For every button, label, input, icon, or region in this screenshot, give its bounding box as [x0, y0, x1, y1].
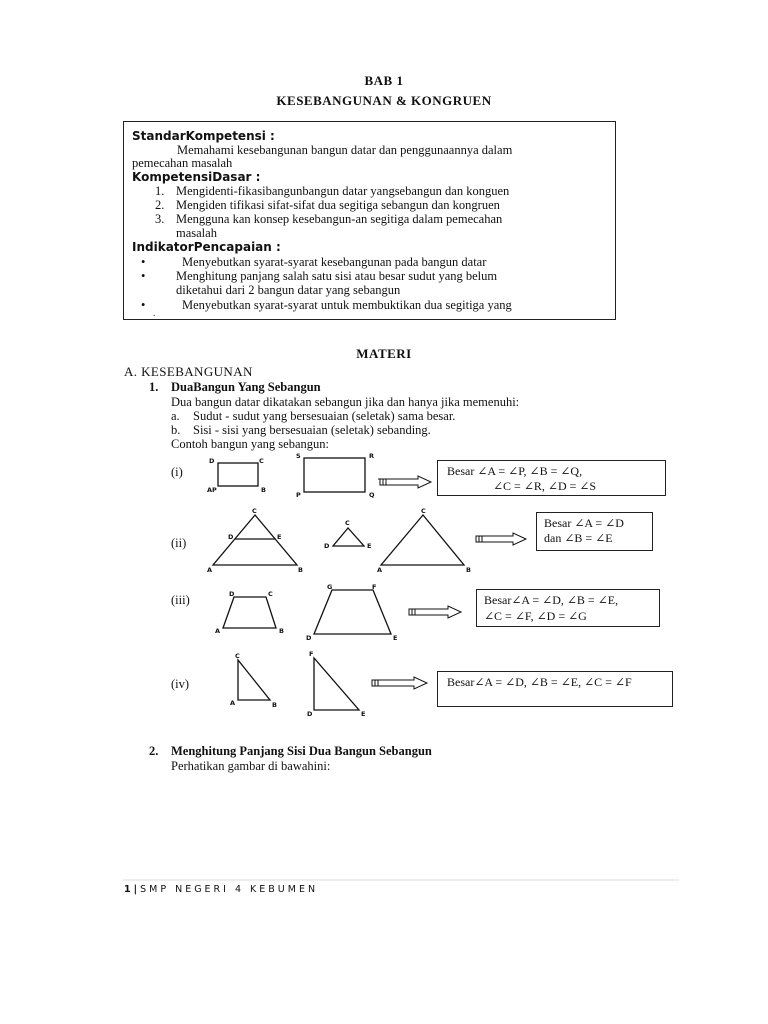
example-label: (i): [171, 465, 183, 479]
indicator-continuation: diketahui dari 2 bangun datar yang sebangun: [176, 283, 401, 297]
vertex-label: C: [252, 507, 257, 515]
vertex-label: D: [307, 710, 313, 718]
kd-item-continuation: masalah: [176, 226, 217, 240]
vertex-label: D: [228, 533, 234, 541]
cond-b-text: Sisi - sisi yang bersesuaian (seletak) sebanding.: [193, 423, 431, 437]
vertex-label: R: [369, 452, 375, 460]
vertex-label: AP: [207, 486, 217, 494]
triangle-abc: [213, 515, 297, 565]
equality-line-1: Besar∠A = ∠D, ∠B = ∠E, ∠C = ∠F: [447, 675, 632, 689]
kd-item-num: 3.: [155, 212, 165, 226]
example-label: (ii): [171, 536, 187, 550]
footer-separator: |: [133, 884, 141, 895]
arrow-icon: [372, 677, 427, 689]
rectangle-pqrs: [304, 458, 365, 492]
equality-line-1: Besar ∠A = ∠P, ∠B = ∠Q,: [447, 464, 583, 478]
equality-line-1: Besar ∠A = ∠D: [544, 516, 624, 530]
section-a-heading: A. KESEBANGUNAN: [124, 364, 253, 379]
vertex-label: A: [207, 566, 213, 574]
angle-equality-box: [437, 460, 666, 496]
triangle-large: [381, 515, 464, 565]
sub1-number: 1.: [149, 380, 159, 394]
vertex-label: D: [324, 542, 330, 550]
sub2-title: Menghitung Panjang Sisi Dua Bangun Sebangun: [171, 744, 432, 758]
vertex-label: A: [230, 699, 236, 707]
bullet: •: [141, 269, 146, 283]
indicator-item: Menghitung panjang salah satu sisi atau besar sudut yang belum: [176, 269, 498, 283]
vertex-label: E: [393, 634, 398, 642]
vertex-label: E: [361, 710, 366, 718]
vertex-label: E: [277, 533, 282, 541]
indicator-item: Menyebutkan syarat-syarat kesebangunan pada bangun datar: [182, 255, 487, 269]
indicator-label: IndikatorPencapaian :: [132, 240, 281, 254]
arrow-icon: [378, 476, 431, 488]
vertex-label: G: [327, 583, 333, 591]
kd-item-text: Mengguna kan konsep kesebangun-an segitiga dalam pemecahan: [176, 212, 503, 226]
vertex-label: A: [377, 566, 383, 574]
vertex-label: C: [268, 590, 273, 598]
vertex-label: E: [367, 542, 372, 550]
triangle-small: [333, 528, 364, 546]
arrow-icon: [409, 606, 461, 618]
cond-b-label: b.: [171, 423, 181, 437]
kd-item-text: Mengidenti-fikasibangunbangun datar yangsebangun dan konguen: [176, 184, 510, 198]
vertex-label: S: [296, 452, 301, 460]
equality-line-2: ∠C = ∠R, ∠D = ∠S: [493, 479, 597, 493]
kd-label: KompetensiDasar :: [132, 170, 261, 184]
vertex-label: Q: [369, 491, 375, 499]
vertex-label: B: [261, 486, 266, 494]
right-triangle-small: [238, 660, 270, 700]
sub2-text: Perhatikan gambar di bawahini:: [171, 759, 331, 773]
materi-heading: MATERI: [356, 346, 412, 361]
bullet: •: [141, 298, 146, 312]
vertex-label: C: [345, 519, 350, 527]
equality-line-2: ∠C = ∠F, ∠D = ∠G: [484, 609, 587, 623]
trapezoid-large: [314, 590, 391, 634]
vertex-label: D: [306, 634, 312, 642]
kd-item-text: Mengiden tifikasi sifat-sifat dua segitiga sebangun dan kongruen: [176, 198, 500, 212]
angle-equality-box: [476, 589, 660, 627]
vertex-label: B: [272, 701, 277, 709]
example-label: (iii): [171, 593, 190, 607]
arrow-icon: [476, 533, 526, 545]
vertex-label: B: [298, 566, 303, 574]
page-footer: [124, 884, 318, 895]
similarity-intro: Dua bangun datar dikatakan sebangun jika dan hanya jika memenuhi:: [171, 395, 520, 409]
rectangle-abcd: [218, 463, 258, 486]
angle-equality-box: [437, 671, 673, 707]
equality-line-1: Besar∠A = ∠D, ∠B = ∠E,: [484, 593, 619, 607]
sk-label: StandarKompetensi :: [132, 129, 275, 143]
chapter-number: BAB 1: [364, 73, 404, 88]
cond-a-text: Sudut - sudut yang bersesuaian (seletak) sama besar.: [193, 409, 456, 423]
angle-equality-box: [536, 512, 653, 551]
example-label: (iv): [171, 677, 190, 691]
vertex-label: C: [259, 457, 264, 465]
vertex-label: D: [209, 457, 215, 465]
sub1-title: DuaBangun Yang Sebangun: [171, 380, 321, 394]
cond-a-label: a.: [171, 409, 180, 423]
vertex-label: C: [421, 507, 426, 515]
sk-text-1: Memahami kesebangunan bangun datar dan penggunaannya dalam: [177, 143, 513, 157]
chapter-title: KESEBANGUNAN & KONGRUEN: [276, 93, 492, 108]
vertex-label: B: [466, 566, 471, 574]
page-number: 1: [124, 884, 134, 895]
kd-item-num: 1.: [155, 184, 165, 198]
sk-text-2: pemecahan masalah: [132, 156, 233, 170]
indicator-item: Menyebutkan syarat-syarat untuk membuktikan dua segitiga yang: [182, 298, 512, 312]
sub2-number: 2.: [149, 744, 159, 758]
trapezoid-small: [223, 597, 276, 628]
vertex-label: F: [309, 650, 314, 658]
kd-item-num: 2.: [155, 198, 165, 212]
vertex-label: F: [372, 583, 377, 591]
vertex-label: C: [235, 652, 240, 660]
bullet-fragment: .: [153, 308, 156, 318]
vertex-label: A: [215, 627, 221, 635]
equality-line-2: dan ∠B = ∠E: [544, 531, 613, 545]
vertex-label: D: [229, 590, 235, 598]
example-intro: Contoh bangun yang sebangun:: [171, 437, 329, 451]
vertex-label: B: [279, 627, 284, 635]
vertex-label: P: [296, 491, 301, 499]
bullet: •: [141, 255, 146, 269]
right-triangle-large: [314, 658, 359, 710]
school-name: SMP NEGERI 4 KEBUMEN: [140, 884, 319, 895]
